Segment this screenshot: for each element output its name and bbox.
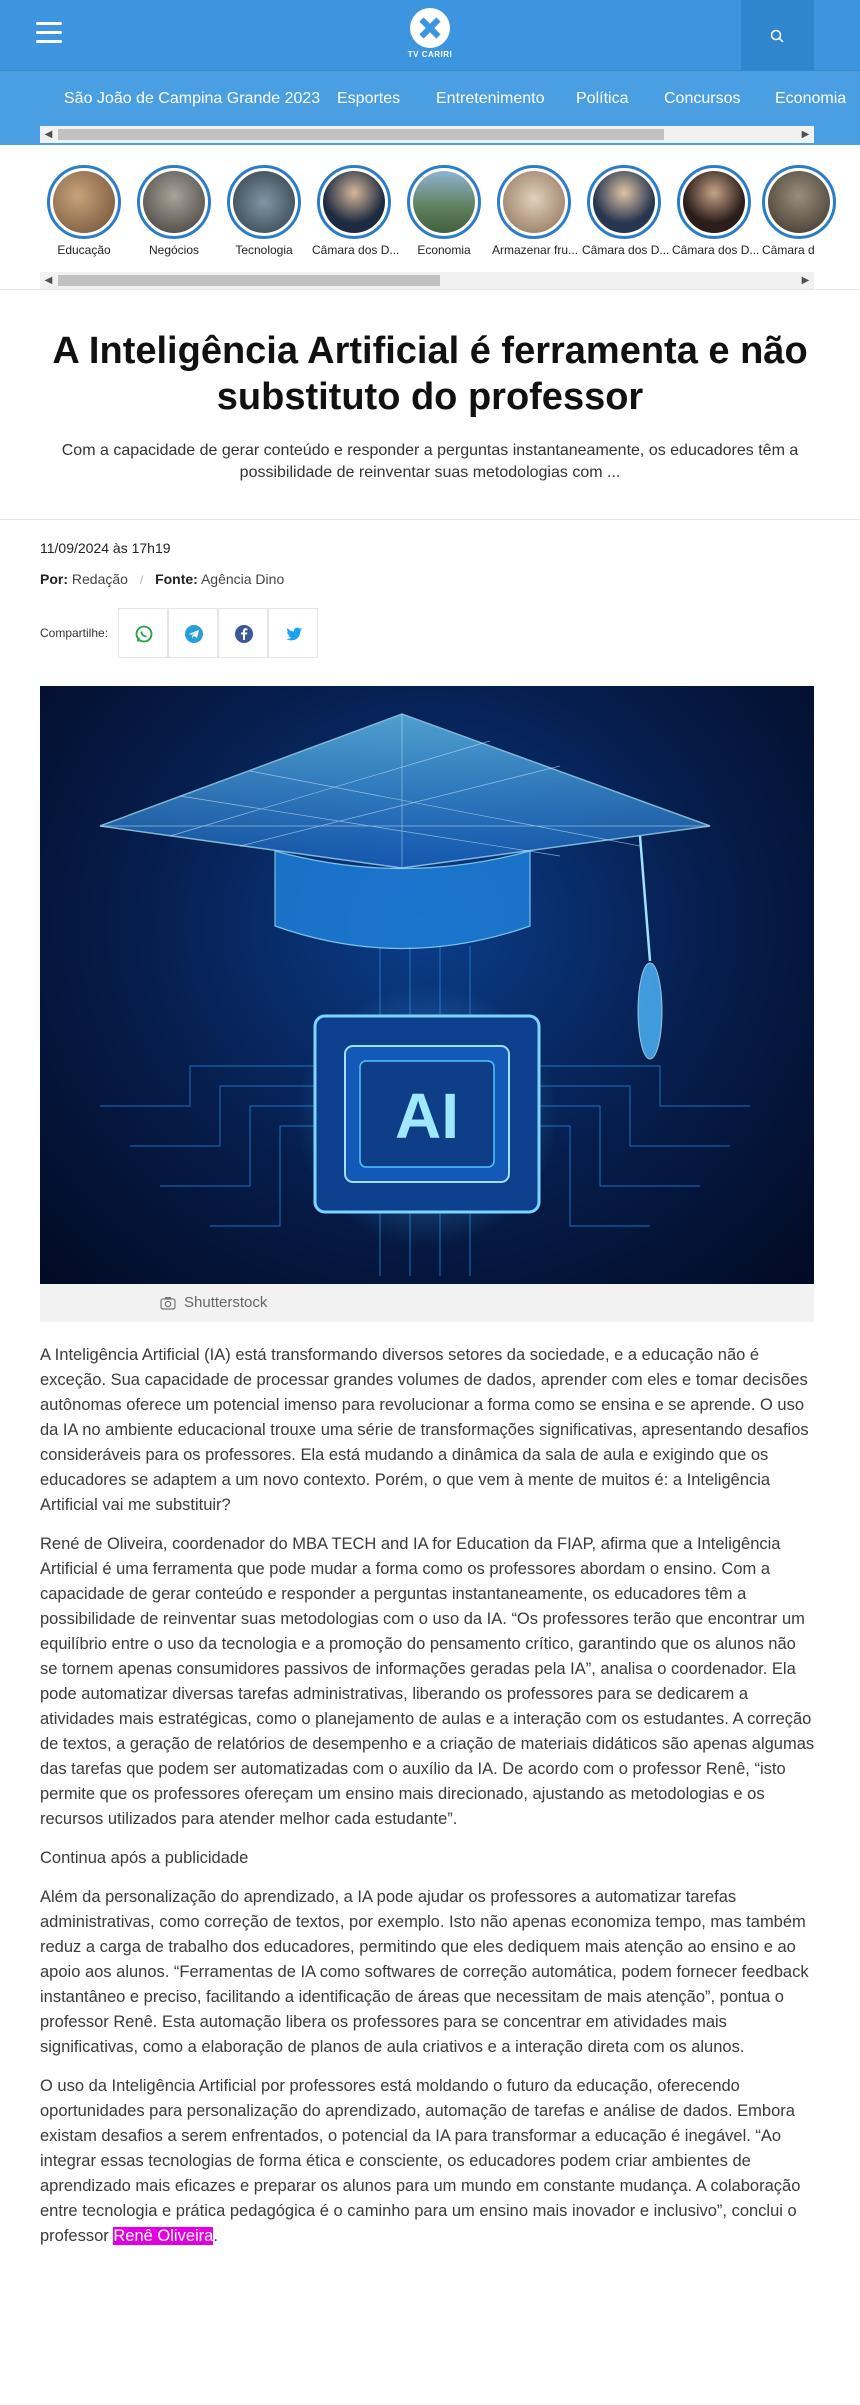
top-bar-edge (814, 0, 860, 70)
story-item[interactable] (492, 165, 579, 257)
nav-scrollbar[interactable] (40, 126, 814, 143)
story-label: Tecnologia (235, 243, 293, 257)
story-thumbnail-camara (593, 171, 655, 233)
search-icon (770, 29, 784, 43)
story-label: Câmara dos D... (582, 243, 670, 257)
story-label: Câmara dos D... (312, 243, 400, 257)
story-label: Educação (57, 243, 111, 257)
story-item[interactable] (42, 165, 126, 257)
article-date: 11/09/2024 às 17h19 (40, 540, 171, 556)
story-thumbnail-camara (683, 171, 745, 233)
image-credit: Shutterstock (184, 1294, 268, 1311)
nav-scrollbar-thumb[interactable] (58, 129, 664, 140)
story-item[interactable] (672, 165, 760, 257)
image-caption (40, 1284, 814, 1322)
scroll-right-arrow-icon[interactable]: ▶ (801, 129, 810, 140)
chip-ai-label: AI (395, 1080, 459, 1152)
story-label: Câmara dos D... (672, 243, 760, 257)
story-item[interactable] (762, 165, 814, 257)
whatsapp-icon (134, 624, 154, 644)
share-telegram-button[interactable] (168, 608, 218, 658)
story-thumbnail-technology (233, 171, 295, 233)
article-paragraph-last (40, 2074, 815, 2249)
share-twitter-button[interactable] (268, 608, 318, 658)
top-bar (0, 0, 860, 70)
story-label: Negócios (148, 243, 200, 257)
nav-item-politica[interactable]: Política (576, 90, 629, 107)
story-thumbnail-camara (768, 171, 830, 233)
stories-scrollbar[interactable] (40, 272, 814, 289)
nav-items (0, 71, 847, 126)
telegram-icon (184, 624, 204, 644)
story-item[interactable] (582, 165, 670, 257)
article-subtitle: Com a capacidade de gerar conteúdo e responder a perguntas instantaneamente, os educadores têm a possibilidade de reinventar suas metodologias com ... (61, 442, 799, 481)
nav-item-entretenimento[interactable]: Entretenimento (436, 90, 545, 107)
twitter-icon (284, 624, 304, 644)
story-label: Câmara d (762, 243, 815, 257)
byline (40, 571, 284, 587)
author-name: Redação (71, 571, 128, 587)
ad-notice: Continua após a publicidade (40, 1849, 249, 1867)
facebook-icon (234, 624, 254, 644)
article-paragraph: Além da personalização do aprendizado, a IA pode ajudar os professores a automatizar tarefas administrativas, como correção de textos, por exemplo. Isto não apenas economiza tempo, mas também reduz a carga de trabalho dos educadores, permitindo que eles dediquem mais atenção ao ensino e ao apoio aos alunos. “Ferramentas de IA como softwares de correção automática, podem fornecer feedback instantâneo e preciso, facilitando a identificação de áreas que necessitam de mais atenção”, pontua o professor Renê. Esta automação libera os professores para se concentrar em atividades mais significativas, como a elaboração de planos de aula criativos e a interação direta com os alunos. (40, 1888, 809, 2056)
story-label: Armazenar fru... (492, 243, 579, 257)
category-nav (0, 70, 860, 145)
scroll-right-arrow-icon[interactable]: ▶ (801, 275, 810, 286)
story-thumbnail-camara (323, 171, 385, 233)
divider (0, 519, 860, 520)
nav-item-economia[interactable]: Economia (775, 90, 847, 107)
author-label: Por: (40, 571, 68, 587)
stories-scrollbar-thumb[interactable] (58, 275, 440, 286)
story-label: Economia (417, 243, 471, 257)
article-body (40, 1343, 815, 2263)
share-whatsapp-button[interactable] (118, 608, 168, 658)
nav-item-sao-joao[interactable]: São João de Campina Grande 2023 (64, 90, 321, 107)
byline-separator: / (139, 573, 144, 587)
share-facebook-button[interactable] (218, 608, 268, 658)
story-thumbnail-education (53, 171, 115, 233)
story-item[interactable] (222, 165, 306, 257)
camera-icon (160, 1296, 176, 1310)
source-name: Agência Dino (200, 571, 285, 587)
scroll-left-arrow-icon[interactable]: ◀ (44, 129, 53, 140)
highlighted-author-name: Renê Oliveira (113, 2227, 214, 2245)
source-label: Fonte: (155, 571, 198, 587)
nav-item-esportes[interactable]: Esportes (337, 90, 401, 107)
story-thumbnail-economy (413, 171, 475, 233)
story-item[interactable] (402, 165, 486, 257)
nav-item-concursos[interactable]: Concursos (664, 90, 741, 107)
last-paragraph-text: O uso da Inteligência Artificial por professores está moldando o futuro da educação, oferecendo oportunidades para personalização do aprendizado, automação de tarefas e análise de dados. Embora existam desafios a serem enfrentados, o potencial da IA para transformar a educação é inegável. “Ao integrar essas tecnologias de forma ética e consciente, os educadores podem criar ambientes de aprendizado mais eficazes e preparar os alunos para um mundo em constante mudança. A colaboração entre tecnologia e prática pedagógica é o caminho para um ensino mais inovador e inclusivo”, conclui o professor (40, 2077, 801, 2245)
story-thumbnail-business (143, 171, 205, 233)
article-paragraph: René de Oliveira, coordenador do MBA TECH and IA for Education da FIAP, afirma que a Inteligência Artificial é uma ferramenta que pode mudar a forma como os professores abordam o ensino. Com a capacidade de gerar conteúdo e responder a perguntas instantaneamente, os educadores têm a possibilidade de reinventar suas metodologias com o uso da IA. “Os professores terão que encontrar um equilíbrio entre o uso da tecnologia e a promoção do pensamento crítico, garantindo que os alunos não se tornem apenas consumidores passivos de informações geradas pela IA”, analisa o coordenador. Ela pode automatizar diversas tarefas administrativas, liberando os professores para se dedicarem a atividades mais estratégicas, como o planejamento de aulas e a interação com os estudantes. A correção de textos, a geração de relatórios de desempenho e a criação de materiais didáticos são apenas algumas das tarefas que podem ser automatizadas com o auxílio da IA. De acordo com o professor Renê, “isto permite que os professores ofereçam um ensino mais direcionado, ajustando as metodologias e os recursos utilizados para atender melhor cada estudante”. (40, 1535, 815, 1828)
article-hero-image (40, 686, 814, 1284)
scroll-left-arrow-icon[interactable]: ◀ (44, 275, 53, 286)
site-logo[interactable] (405, 8, 455, 64)
graduation-cap-ai-chip-illustration (40, 686, 814, 1284)
search-button[interactable] (741, 0, 814, 70)
hamburger-menu-icon[interactable] (34, 22, 68, 48)
last-paragraph-end: . (213, 2227, 218, 2245)
story-item[interactable] (312, 165, 400, 257)
story-thumbnail-fruits (503, 171, 565, 233)
share-label: Compartilhe: (40, 626, 109, 640)
logo-mark-icon (410, 8, 450, 48)
story-item[interactable] (132, 165, 216, 257)
stories-strip (0, 145, 860, 290)
article-paragraph: A Inteligência Artificial (IA) está transformando diversos setores da sociedade, e a educação não é exceção. Sua capacidade de processar grandes volumes de dados, aprender com eles e tomar decisões autônomas oferece um potencial imenso para revolucionar a forma como se ensina e se aprende. O uso da IA no ambiente educacional trouxe uma série de transformações significativas, apresentando desafios consideráveis para os professores. Ela está mudando a dinâmica da sala de aula e exigindo que os educadores se adaptem a um novo contexto. Porém, o que vem à mente de muitos é: a Inteligência Artificial vai me substituir? (40, 1346, 809, 1514)
article-title: A Inteligência Artificial é ferramenta e não substituto do professor (52, 330, 808, 418)
logo-text: TV CARIRI (407, 50, 453, 59)
